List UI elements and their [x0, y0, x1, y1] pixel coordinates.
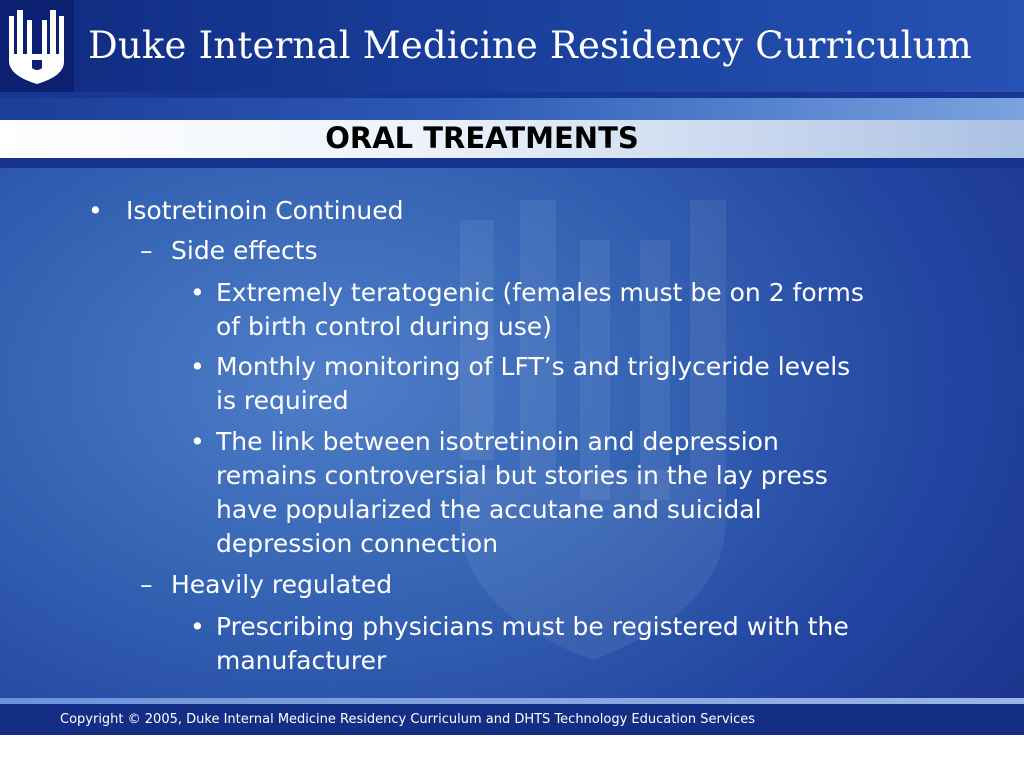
- footer: [0, 704, 1024, 735]
- header-gradient-stripe: [0, 98, 1024, 120]
- app-title: Duke Internal Medicine Residency Curriculum: [88, 24, 972, 67]
- bullet: •: [88, 196, 103, 225]
- list-item-line: depression connection: [216, 529, 499, 558]
- list-item-line: manufacturer: [216, 646, 387, 675]
- list-item: [88, 194, 404, 228]
- bullet: •: [190, 278, 205, 307]
- list-item-line: is required: [216, 386, 349, 415]
- list-item-line: Extremely teratogenic (females must be on 2 forms: [216, 278, 864, 307]
- list-item-line: Monthly monitoring of LFT’s and triglyceride levels: [216, 352, 851, 381]
- dash: –: [140, 236, 153, 265]
- bullet: •: [190, 612, 205, 641]
- list-item-line: Prescribing physicians must be registered with the: [216, 612, 849, 641]
- copyright-text: Copyright © 2005, Duke Internal Medicine Residency Curriculum and DHTS Technology Education Services: [60, 712, 756, 727]
- list-item-text: Isotretinoin Continued: [126, 196, 404, 225]
- list-item-line: of birth control during use): [216, 312, 552, 341]
- dash: –: [140, 570, 153, 599]
- list-item: [190, 276, 864, 344]
- list-item-line: The link between isotretinoin and depression: [216, 427, 779, 456]
- list-item-line: remains controversial but stories in the lay press: [216, 461, 828, 490]
- slide-title: ORAL TREATMENTS: [325, 121, 639, 155]
- title-underline-stripe: [0, 158, 1024, 168]
- bullet: •: [190, 427, 205, 456]
- sub-list-item: [140, 234, 318, 268]
- list-item: [190, 425, 828, 561]
- duke-shield-logo-icon: [5, 6, 69, 86]
- sub-list-item: [140, 568, 392, 602]
- list-item-line: have popularized the accutane and suicidal: [216, 495, 762, 524]
- duke-watermark-icon: [440, 180, 770, 660]
- bullet: •: [190, 352, 205, 381]
- list-item: [190, 350, 850, 418]
- list-item: [190, 610, 849, 678]
- sub-list-item-text: Side effects: [171, 236, 318, 265]
- logo: [0, 0, 74, 92]
- sub-list-item-text: Heavily regulated: [171, 570, 393, 599]
- header-bar: [0, 0, 1024, 92]
